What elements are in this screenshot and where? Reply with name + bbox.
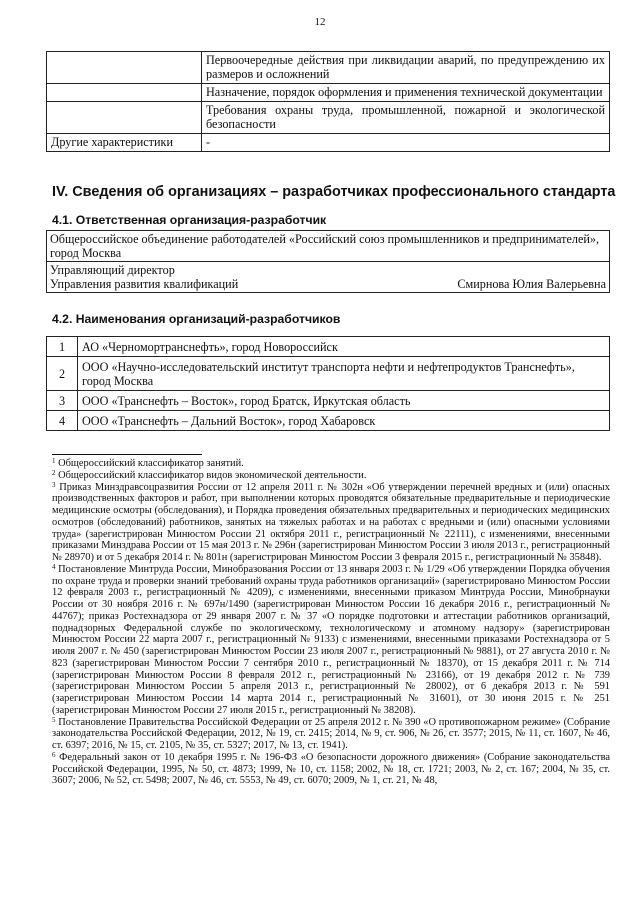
footnote-mark: 2 xyxy=(52,468,56,477)
table-row xyxy=(47,84,610,102)
developers-table xyxy=(46,336,610,431)
footnote xyxy=(52,482,610,564)
footnote-text: Постановление Правительства Российской Федерации от 25 апреля 2012 г. № 390 «О противопожарном режиме» (Собрание законодательства Российской Федерации, 2012, № 19, ст. 2415; 2014, № 9, ст. 906, № 26, ст. 3577; 2015, № 11, ст. 1607, № 46, ст. 6397; 2016, № 15, ст. 2105, № 35, ст. 5327; 2017, № 13, ст. 1941). xyxy=(52,716,610,751)
footnote-mark: 6 xyxy=(52,750,56,759)
footnote xyxy=(52,470,610,482)
org-name: АО «Черномортранснефть», город Новороссийск xyxy=(78,337,610,357)
footnote-mark: 3 xyxy=(52,480,56,489)
row-label xyxy=(47,84,202,102)
row-number: 3 xyxy=(47,391,78,411)
row-number: 2 xyxy=(47,357,78,391)
responsible-table xyxy=(46,230,610,293)
row-value: Требования охраны труда, промышленной, пожарной и экологической безопасности xyxy=(202,102,610,134)
footnote-text: Общероссийский классификатор занятий. xyxy=(58,458,244,469)
footnote-text: Федеральный закон от 10 декабря 1995 г. № 196-ФЗ «О безопасности дорожного движения» (Собрание законодательства Российской Федерации, 1995, № 50, ст. 4873; 1999, № 10, ст. 1158; 2002, № 18, ст. 1721; 2003, № 2, ст. 167; 2004, № 35, ст. 3607; 2006, № 52, ст. 5498; 2007, № 46, ст. 5553, № 49, ст. 6070; 2009, № 1, ст. 21, № 48, xyxy=(52,751,610,787)
row-value: Первоочередные действия при ликвидации аварий, по предупреждению их размеров и осложнений xyxy=(202,52,610,84)
footnote-divider xyxy=(52,454,202,455)
row-label: Другие характеристики xyxy=(47,134,202,152)
developers-heading: 4.2. Наименования организаций-разработчиков xyxy=(52,312,341,326)
responsible-heading: 4.1. Ответственная организация-разработчик xyxy=(52,213,327,227)
position-line2: Управления развития квалификаций xyxy=(50,277,239,291)
table-row xyxy=(47,102,610,134)
position-row xyxy=(50,277,606,291)
table-row xyxy=(47,52,610,84)
footnote xyxy=(52,564,610,717)
footnote-text: Общероссийский классификатор видов экономической деятельности. xyxy=(58,469,367,481)
footnote-text: Приказ Минздравсоцразвития России от 12 апреля 2011 г. № 302н «Об утверждении перечней вредных и (или) опасных производственных факторов и работ, при выполнении которых проводятся обязательные предварительные и периодические медицинские осмотры (обследования), и Порядка проведения обязательных предварительных и периодических медицинских осмотров (обследований) работников, занятых на тяжелых работах и на работах с вредными и (или) опасными условиями труда» (зарегистрирован Минюстом России 21 октября 2011 г., регистрационный № 22111), с изменениями, внесенными приказами Минздрава России от 15 мая 2013 г. № 296н (зарегистрирован Минюстом России 3 июля 2013 г., регистрационный № 28970) и от 5 декабря 2014 г. № 801н (зарегистрирован Минюстом России 3 февраля 2015 г., регистрационный № 35848). xyxy=(52,481,610,563)
characteristics-table xyxy=(46,51,610,152)
section-title: IV. Сведения об организациях – разработчиках профессионального стандарта xyxy=(52,184,616,200)
org-name: ООО «Научно-исследовательский институт транспорта нефти и нефтепродуктов Транснефть», город Москва xyxy=(78,357,610,391)
footnote xyxy=(52,752,610,787)
table-row xyxy=(47,391,610,411)
footnote-mark: 5 xyxy=(52,715,56,724)
position-line1: Управляющий директор xyxy=(50,263,175,277)
footnote-mark: 1 xyxy=(52,457,56,465)
row-value: - xyxy=(202,134,610,152)
footnote-mark: 4 xyxy=(52,562,56,571)
org-name: ООО «Транснефть – Дальний Восток», город Хабаровск xyxy=(78,411,610,431)
table-row xyxy=(47,357,610,391)
footnotes xyxy=(52,458,610,787)
table-row xyxy=(47,337,610,357)
signatory-cell xyxy=(47,262,610,293)
row-label xyxy=(47,102,202,134)
table-row xyxy=(47,411,610,431)
person-name: Смирнова Юлия Валерьевна xyxy=(457,277,606,291)
page-number: 12 xyxy=(314,16,326,28)
row-value: Назначение, порядок оформления и применения технической документации xyxy=(202,84,610,102)
org-name: ООО «Транснефть – Восток», город Братск, Иркутская область xyxy=(78,391,610,411)
table-row xyxy=(47,231,610,262)
footnote xyxy=(52,458,610,470)
table-row xyxy=(47,262,610,293)
row-number: 4 xyxy=(47,411,78,431)
row-label xyxy=(47,52,202,84)
org-name: Общероссийское объединение работодателей «Российский союз промышленников и предпринимателей», город Москва xyxy=(47,231,610,262)
footnote-text: Постановление Минтруда России, Минобразования России от 13 января 2003 г. № 1/29 «Об утверждении Порядка обучения по охране труда и проверки знаний требований охраны труда работников организаций» (зарегистрировано Минюстом России 12 февраля 2003 г., регистрационный № 4209), с изменениями, внесенными приказом Минтруда России, Минобрнауки России от 30 ноября 2016 г. № 697н/1490 (зарегистрирован Минюстом России 16 декабря 2016 г., регистрационный № 44767); приказ Ростехнадзора от 29 января 2007 г. № 37 «О порядке подготовки и аттестации работников организаций, поднадзорных Федеральной службе по экологическому, технологическому и атомному надзору» (зарегистрирован Минюстом России 22 марта 2007 г., регистрационный № 9133) с изменениями, внесенными приказами Ростехнадзора от 5 июля 2007 г. № 450 (зарегистрирован Минюстом России 23 июля 2007 г., регистрационный № 9881), от 27 августа 2010 г. № 823 (зарегистрирован Минюстом России 7 сентября 2010 г., регистрационный № 18370), от 15 декабря 2011 г. № 714 (зарегистрирован Минюстом России 8 февраля 2012 г., регистрационный № 23166), от 19 декабря 2012 г. № 739 (зарегистрирован Минюстом России 5 апреля 2013 г., регистрационный № 28002), от 6 декабря 2013 г. № 591 (зарегистрирован Минюстом России 14 марта 2014 г., регистрационный № 31601), от 30 июня 2015 г. № 251 (зарегистрирован Минюстом России 27 июля 2015 г., регистрационный № 38208). xyxy=(52,563,611,716)
table-row xyxy=(47,134,610,152)
row-number: 1 xyxy=(47,337,78,357)
footnote xyxy=(52,717,610,752)
